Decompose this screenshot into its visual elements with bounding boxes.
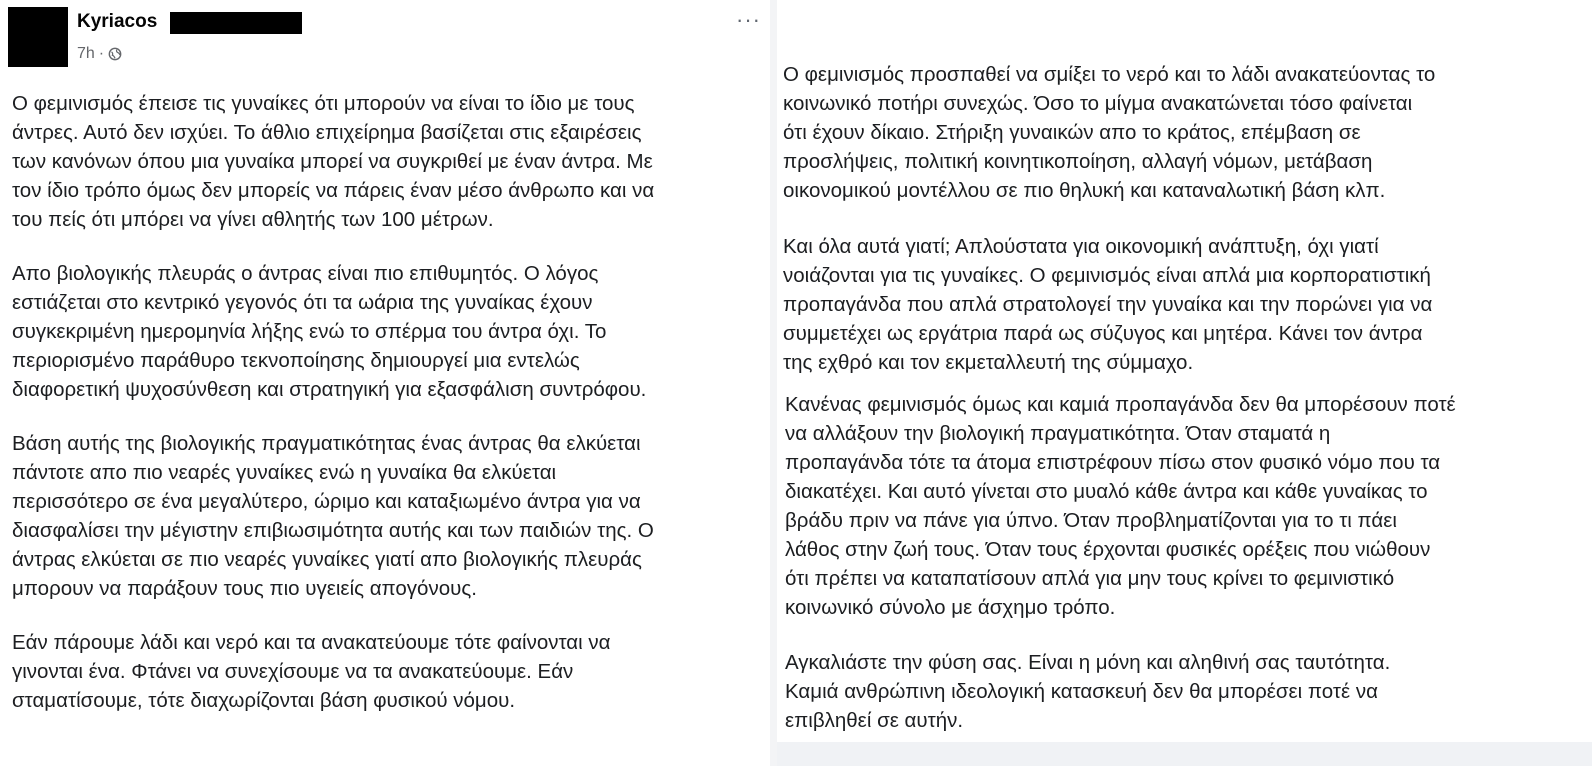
post-paragraph	[783, 60, 1435, 205]
text-line: και το λάδι ανακατεύοντας το	[1168, 63, 1436, 86]
text-line: Ο φεμινισμός έπεισε τις γυναίκες ότι μπορούν να είναι το ίδιο με τους	[12, 92, 635, 115]
text-line: συμμετέχει ως εργάτρια παρά ως σύζυγος και μητέρα	[783, 322, 1268, 345]
text-line: σταματίσουμε, τότε διαχωρίζονται βάση φυσικού νόμου.	[12, 689, 516, 712]
post-paragraph	[12, 89, 654, 234]
text-line: Αγκαλιάστε την φύση σας. Είναι η μόνη και αληθινή σας ταυτότητα.	[785, 651, 1391, 674]
bottom-strip	[777, 742, 1592, 766]
text-line: , επέμβαση σε	[1229, 121, 1361, 144]
text-line: ότι έχουν δίκαιο.	[783, 121, 936, 144]
post-paragraph	[12, 429, 654, 603]
text-line: τον ίδιο τρόπο όμως δεν μπορείς να πάρεις έναν μέσο άνθρωπο και να	[12, 179, 655, 202]
text-line: προπαγάνδα που απλά στρατολογεί την γυναίκα και την πορώνει για να	[783, 293, 1433, 316]
meta-separator: ·	[98, 45, 105, 62]
text-line: Στήριξη γυναικών απο το κράτος	[935, 121, 1230, 144]
text-line: Κανένας φεμινισμός όμως και καμιά προπαγάνδα δεν θα μπορέσουν ποτέ	[785, 393, 1456, 416]
text-line: άντρας ελκύεται σε πιο νεαρές γυναίκες γιατί απο βιολογικής πλευράς	[12, 548, 642, 571]
text-line: υ μια γυναίκα μπορεί να συγκριθεί με έναν άντρα. Με	[173, 150, 653, 173]
text-line: διασφαλίσει την μέγιστην επιβιωσιμότητα αυτής και των παιδιών της. Ο	[12, 519, 654, 542]
text-line: Απο βιολογικής πλευράς ο άντρας είναι πιο επιθυμητός. Ο λόγος	[12, 262, 599, 285]
text-line: Βάση αυτής της βιολογικής πραγματικότητας ένας άντρας θα ελκύεται	[12, 432, 641, 455]
text-line: οικονομικού μοντέλλου σε πιο θηλυκή και καταναλωτική βάση κλπ.	[783, 179, 1386, 202]
text-line: Καμιά ανθρώπινη ιδεολογική κατασκευή δεν θα μπορέσει ποτέ να	[785, 680, 1378, 703]
text-line: συγκεκριμένη ημερομηνία λήξης ενώ το σπέρμα του άντρα όχι. Το	[12, 320, 607, 343]
text-line: κοινωνικό ποτήρι συνεχώς. Όσο το μίγμα ανακατώνεται τόσο φαίνεται	[783, 92, 1413, 115]
text-line: περιορισμένο παράθυρο τεκνοποίησης δημιουργεί μια εντελώς	[12, 349, 580, 372]
screenshot-divider	[770, 0, 777, 766]
text-line: άντρες. Αυτό δεν ισχύει. Το άθλιο επιχείρημα βασίζεται στις εξαιρέσεις	[12, 121, 642, 144]
text-line: γινονται ένα. Φτάνει να συνεχίσουμε να τα ανακατεύουμε. Εάν	[12, 660, 574, 683]
text-line: διαφορετική ψυχοσύνθεση και στρατηγική για εξασφάλιση συντρόφου.	[12, 378, 647, 401]
text-line: Εάν πάρουμε λάδι και νερό και τα ανακατεύουμε τότε φαίνονται να	[12, 631, 611, 654]
text-line: κοινωνικό σύνολο με άσχημο τρόπο.	[785, 596, 1116, 619]
author-name[interactable]: Kyriacos	[77, 11, 158, 32]
text-line: του πείς ότι μπόρει να γίνει αθλητής των 100 μέτρων.	[12, 208, 494, 231]
post-paragraph	[12, 259, 646, 404]
text-line: . Κάνει τον άντρα	[1267, 322, 1423, 345]
more-options-icon[interactable]: ···	[736, 7, 761, 32]
redacted-surname	[170, 12, 302, 34]
text-line: εστιάζεται στο κεντρικό γεγονός ότι τα ωάρια της γυναίκας έχουν	[12, 291, 593, 314]
text-line: των κανόνων όπο	[12, 150, 174, 173]
text-line: της εχθρό και τον εκμεταλλευτή της σύμμαχο.	[783, 351, 1194, 374]
text-line: ότι πρέπει να καταπατίσουν απλά για μην τους κρίνει το φεμινιστικό	[785, 567, 1395, 590]
post-time[interactable]: 7h	[77, 45, 95, 62]
text-line: Ο φεμινισμός προσπαθεί να σμίξει το νερό	[783, 63, 1169, 86]
text-line: πάντοτε απο πιο νεαρές γυναίκες ενώ η γυναίκα θα ελκύεται	[12, 461, 557, 484]
text-line: Και όλα αυτά γιατί; Απλούστατα για οικονομική ανάπτυξη, όχι γιατί	[783, 235, 1379, 258]
text-line: επιβληθεί σε αυτήν.	[785, 709, 964, 732]
text-line: να αλλάξουν την βιολογική πραγματικότητα. Όταν σταματά η	[785, 422, 1331, 445]
text-line: βράδυ πριν να πάνε για ύπνο. Όταν προβληματίζονται για το τι πάει	[785, 509, 1397, 532]
text-line: φεμινισμός είναι απλά μια κορπορατιστική	[1051, 264, 1431, 287]
text-line: προπαγάνδα τότε τα άτομα επιστρέφουν πίσω στον φυσικό νόμο που τα	[785, 451, 1441, 474]
text-line: προσλήψεις, πολιτική κοινητικοποίηση, αλλαγή νόμων, μετάβαση	[783, 150, 1373, 173]
text-line: λάθος στην ζωή τους. Όταν τους έρχονται φυσικές ορέξεις που νιώθουν	[785, 538, 1431, 561]
post-paragraph	[785, 390, 1456, 622]
post-paragraph	[785, 648, 1390, 735]
globe-icon[interactable]	[108, 47, 122, 61]
text-line: περισσότερο σε ένα μεγαλύτερο, ώριμο και καταξιωμένο άντρα για να	[12, 490, 641, 513]
post-paragraph	[783, 232, 1432, 377]
text-line: νοιάζονται για τις γυναίκες. Ο	[783, 264, 1052, 287]
author-avatar[interactable]	[8, 7, 68, 67]
post-paragraph	[12, 628, 611, 715]
right-post	[777, 0, 1592, 766]
left-post	[0, 0, 770, 766]
text-line: μπορουν να παράξουν τους πιο υγειείς απογόνους.	[12, 577, 477, 600]
post-meta	[77, 44, 122, 64]
text-line: διακατέχει. Και αυτό γίνεται στο μυαλό κάθε άντρα και κάθε γυναίκας το	[785, 480, 1428, 503]
